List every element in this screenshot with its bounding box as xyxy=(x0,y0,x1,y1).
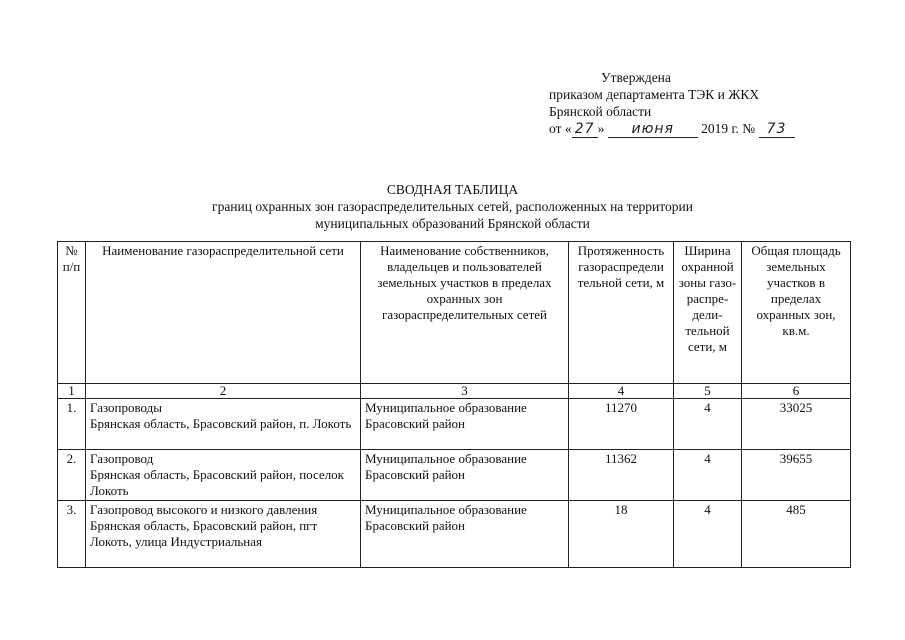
table-row xyxy=(58,399,851,450)
row-owner: Муниципальное образование Брасовский район xyxy=(361,501,569,568)
network-location: Брянская область, Брасовский район, поселок Локоть xyxy=(90,467,345,498)
row-area: 39655 xyxy=(742,450,851,501)
date-mid: » xyxy=(597,121,605,136)
col-number: 1 xyxy=(58,384,86,399)
header-area: Общая площадь земельных участков в пределах охранных зон, кв.м. xyxy=(742,242,851,384)
row-owner: Муниципальное образование Брасовский район xyxy=(361,450,569,501)
title-line-2: границ охранных зон газораспределительных сетей, расположенных на территории xyxy=(212,199,693,214)
row-network-name xyxy=(86,399,361,450)
document-title xyxy=(0,181,905,232)
row-width: 4 xyxy=(674,399,742,450)
header-owners: Наименование собственников, владельцев и пользователей земельных участков в пределах охранных зон газораспределительных сетей xyxy=(361,242,569,384)
approval-date-line xyxy=(549,120,849,138)
order-number: 73 xyxy=(759,122,795,138)
approval-block xyxy=(549,69,849,138)
approval-order: приказом департамента ТЭК и ЖКХ xyxy=(549,87,760,102)
header-zone-width: Ширина охранной зоны газо-распре-дели-тельной сети, м xyxy=(674,242,742,384)
header-num: № п/п xyxy=(58,242,86,384)
row-num: 2. xyxy=(58,450,86,501)
row-length: 11362 xyxy=(569,450,674,501)
col-number: 5 xyxy=(674,384,742,399)
row-area: 485 xyxy=(742,501,851,568)
date-year: 2019 г. xyxy=(701,121,739,136)
row-owner: Муниципальное образование Брасовский район xyxy=(361,399,569,450)
network-location: Брянская область, Брасовский район, п. Локоть xyxy=(90,416,352,431)
col-number: 3 xyxy=(361,384,569,399)
header-network-name: Наименование газораспределительной сети xyxy=(86,242,361,384)
table-row xyxy=(58,450,851,501)
column-number-row xyxy=(58,384,851,399)
row-width: 4 xyxy=(674,450,742,501)
network-type: Газопровод xyxy=(90,451,154,466)
row-length: 18 xyxy=(569,501,674,568)
network-location: Брянская область, Брасовский район, пгт Локоть, улица Индустриальная xyxy=(90,518,318,549)
col-number: 6 xyxy=(742,384,851,399)
row-network-name xyxy=(86,501,361,568)
header-row xyxy=(58,242,851,384)
approval-title: Утверждена xyxy=(601,70,671,85)
date-month: июня xyxy=(608,122,698,138)
row-network-name xyxy=(86,450,361,501)
date-day: 27 xyxy=(572,122,598,138)
header-length: Протяженность газораспредели тельной сети, м xyxy=(569,242,674,384)
table-row xyxy=(58,501,851,568)
col-number: 2 xyxy=(86,384,361,399)
summary-table xyxy=(57,241,851,568)
title-line-3: муниципальных образований Брянской области xyxy=(315,216,590,231)
network-type: Газопроводы xyxy=(90,400,163,415)
row-num: 1. xyxy=(58,399,86,450)
approval-region: Брянской области xyxy=(549,104,652,119)
row-area: 33025 xyxy=(742,399,851,450)
row-width: 4 xyxy=(674,501,742,568)
row-length: 11270 xyxy=(569,399,674,450)
order-number-sign: № xyxy=(742,121,756,136)
title-line-1: СВОДНАЯ ТАБЛИЦА xyxy=(386,182,519,197)
row-num: 3. xyxy=(58,501,86,568)
network-type: Газопровод высокого и низкого давления xyxy=(90,502,318,517)
col-number: 4 xyxy=(569,384,674,399)
date-prefix: от « xyxy=(549,121,572,136)
